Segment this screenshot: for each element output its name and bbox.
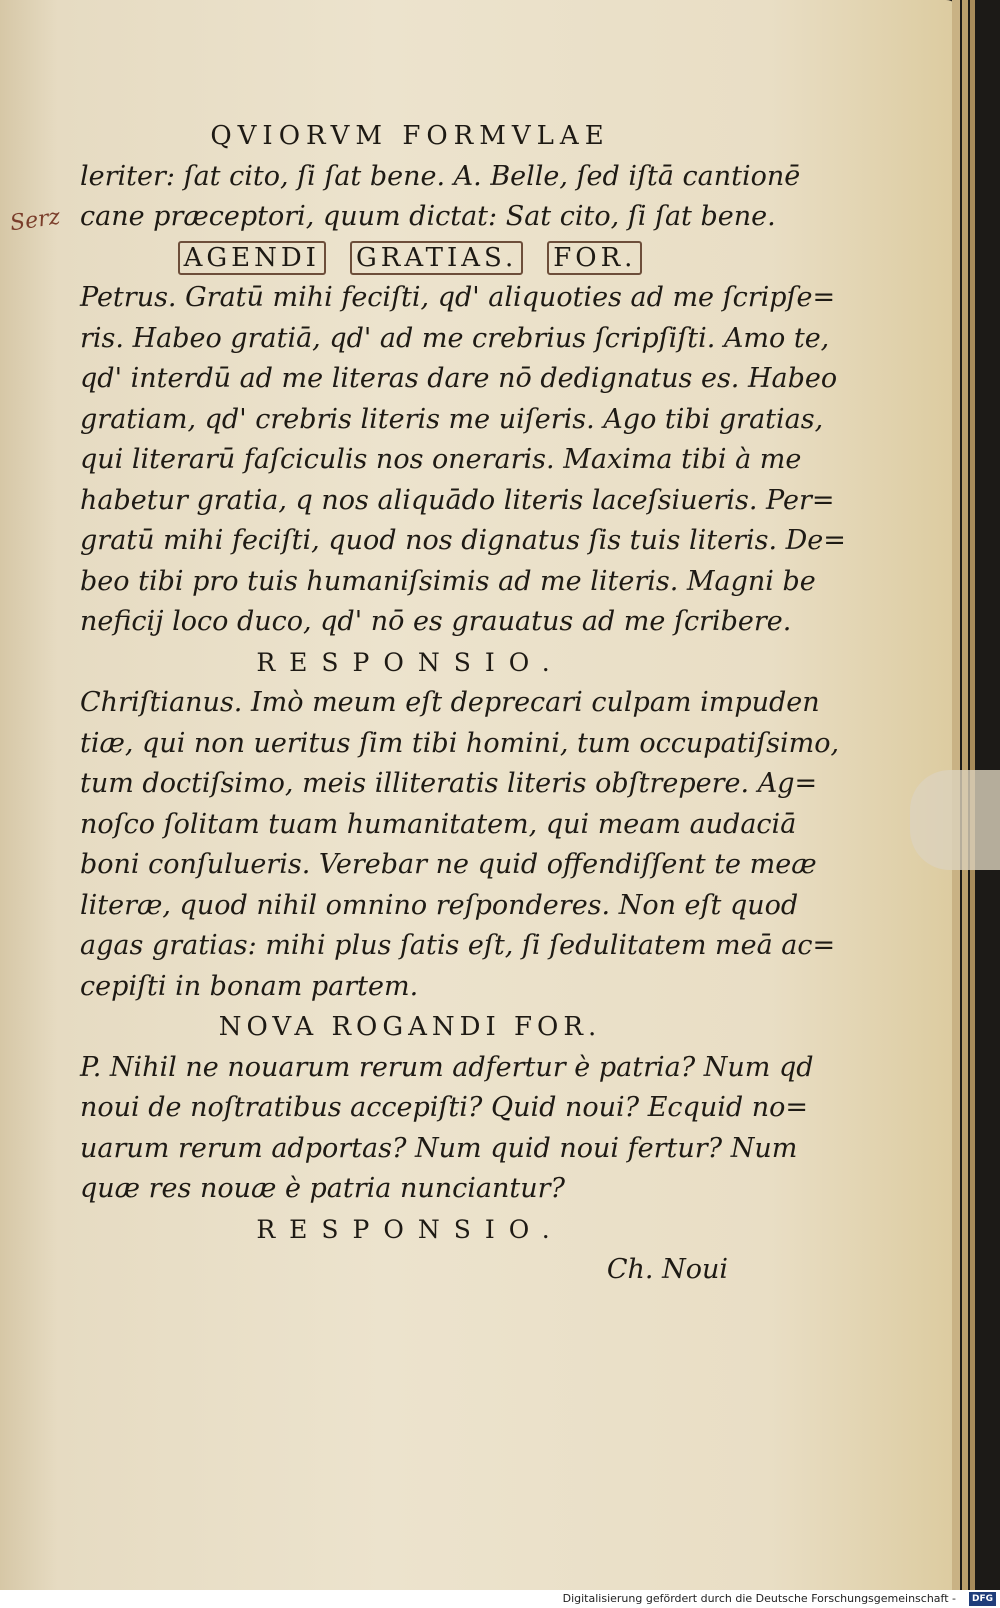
text-line: gratū mihi feciſti, quod nos dignatus ſis tuis literis. De=	[80, 525, 846, 556]
footer-bar	[0, 1590, 1000, 1608]
text-line: habetur gratia, q nos aliquādo literis laceſsiueris. Per=	[80, 484, 835, 516]
section-heading-nova-rogandi: NOVA ROGANDI FOR.	[218, 1012, 602, 1042]
text-line: tiæ, qui non ueritus ſim tibi homini, tum occupatiſsimo,	[80, 727, 840, 759]
text-line: Chriſtianus. Imò meum eſt deprecari culpam impuden	[80, 687, 820, 718]
text-line: cepiſti in bonam partem.	[80, 970, 419, 1002]
text-line: tum doctiſsimo, meis illiteratis literis obſtrepere. Ag=	[80, 768, 818, 799]
boxed-word: GRATIAS.	[350, 241, 523, 275]
text-line: gratiam, qd' crebris literis me uiſeris. Ago tibi gratias,	[80, 403, 824, 435]
text-line: noſco ſolitam tuam humanitatem, qui meam audaciā	[80, 808, 797, 840]
text-line: ris. Habeo gratiā, qd' ad me crebrius ſcripſiſti. Amo te,	[80, 322, 830, 354]
text-line: boni conſulueris. Verebar ne quid offendiſſent te meæ	[80, 849, 817, 880]
text-line: leriter: ſat cito, ſi ſat bene. A. Belle, ſed iſtā cantionē	[80, 160, 801, 192]
text-line: beo tibi pro tuis humaniſsimis ad me literis. Magni be	[80, 565, 816, 597]
text-line: neficij loco duco, qd' nō es grauatus ad me ſcribere.	[80, 606, 792, 637]
boxed-word: FOR.	[547, 241, 642, 275]
text-line: literæ, quod nihil omnino reſponderes. Non eſt quod	[80, 889, 799, 921]
running-title: QVIORVM FORMVLAE	[210, 121, 610, 151]
section-heading-agendi-gratias	[80, 238, 740, 279]
footer-text: Digitalisierung gefördert durch die Deutsche Forschungsgemeinschaft -	[562, 1592, 956, 1605]
catchword: Ch. Noui	[606, 1254, 728, 1285]
text-line: quæ res nouæ è patria nunciantur?	[80, 1173, 565, 1204]
text-line: Petrus. Gratū mihi feciſti, qd' aliquoties ad me ſcripſe=	[80, 282, 836, 313]
response-heading: RESPONSIO.	[256, 647, 564, 677]
page-clip	[910, 770, 1000, 870]
text-line: noui de noſtratibus accepiſti? Quid noui? Ecquid no=	[80, 1092, 808, 1123]
text-line: qui literarū faſciculis nos oneraris. Maxima tibi à me	[80, 444, 802, 475]
text-line: uarum rerum adportas? Num quid noui fertur? Num	[80, 1132, 798, 1164]
text-line: agas gratias: mihi plus ſatis eſt, ſi ſedulitatem meā ac=	[80, 930, 836, 961]
margin-note: Serz	[8, 204, 62, 237]
text-line: P. Nihil ne nouarum rerum adfertur è patria? Num qd	[80, 1051, 814, 1083]
text-line: qd' interdū ad me literas dare nō dedignatus es. Habeo	[80, 363, 838, 394]
dfg-logo: DFG	[969, 1592, 996, 1606]
text-line: cane præceptori, quum dictat: Sat cito, ſi ſat bene.	[80, 201, 776, 232]
page-text	[80, 116, 846, 1291]
boxed-word: AGENDI	[178, 241, 326, 275]
response-heading: RESPONSIO.	[256, 1214, 564, 1244]
